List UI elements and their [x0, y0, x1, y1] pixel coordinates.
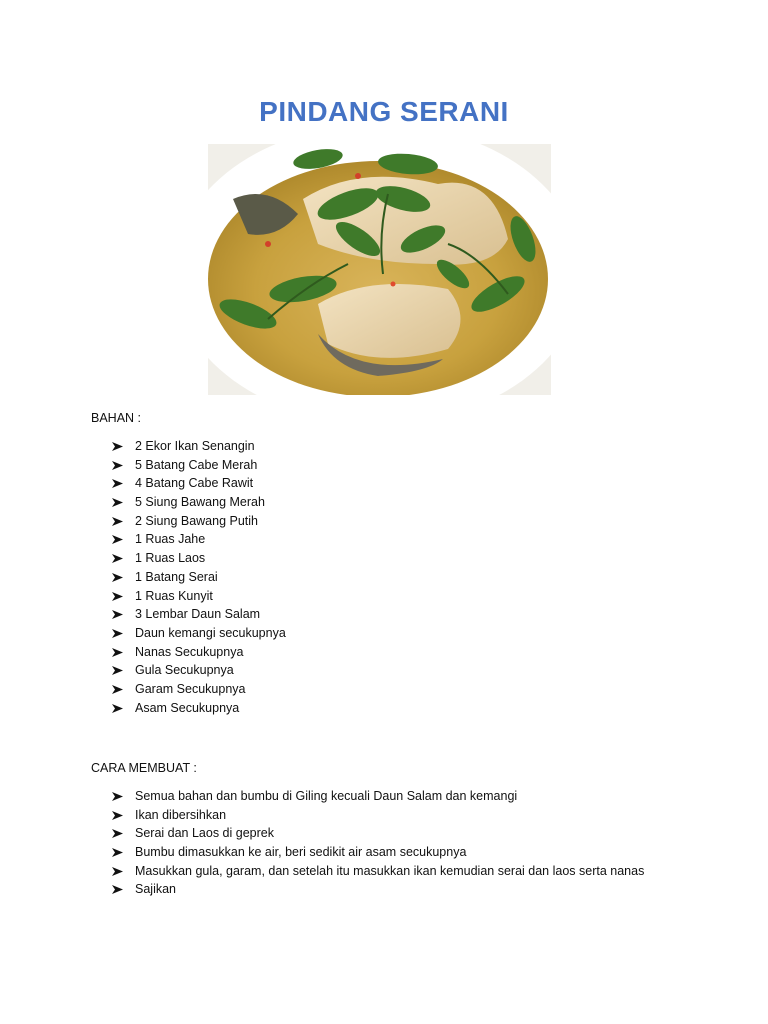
- ingredient-item-text: 1 Batang Serai: [135, 569, 218, 584]
- ingredient-item: [112, 624, 286, 643]
- ingredient-item: [112, 605, 286, 624]
- arrowhead-bullet-icon: [112, 685, 123, 694]
- arrowhead-bullet-icon: [112, 573, 123, 582]
- ingredient-item: [112, 680, 286, 699]
- arrowhead-bullet-icon: [112, 498, 123, 507]
- ingredient-item: [112, 456, 286, 475]
- arrowhead-bullet-icon: [112, 867, 123, 876]
- step-item: [112, 862, 644, 881]
- ingredient-item: [112, 643, 286, 662]
- arrowhead-bullet-icon: [112, 461, 123, 470]
- step-item: [112, 843, 644, 862]
- page-title: PINDANG SERANI: [259, 96, 509, 127]
- ingredient-item: [112, 587, 286, 606]
- ingredient-item-text: 2 Siung Bawang Putih: [135, 513, 259, 528]
- ingredient-item-text: Garam Secukupnya: [135, 681, 246, 696]
- ingredient-item-text: Asam Secukupnya: [135, 700, 240, 715]
- steps-list: [112, 787, 644, 899]
- step-item-text: Sajikan: [135, 882, 176, 897]
- arrowhead-bullet-icon: [112, 554, 123, 563]
- arrowhead-bullet-icon: [112, 648, 123, 657]
- ingredient-item-text: 4 Batang Cabe Rawit: [135, 476, 254, 491]
- arrowhead-bullet-icon: [112, 811, 123, 820]
- step-item: [112, 806, 644, 825]
- ingredient-item-text: 5 Batang Cabe Merah: [135, 457, 258, 472]
- ingredient-item: [112, 549, 286, 568]
- arrowhead-bullet-icon: [112, 517, 123, 526]
- bahan-heading: BAHAN :: [91, 411, 142, 425]
- ingredient-item: [112, 493, 286, 512]
- arrowhead-bullet-icon: [112, 479, 123, 488]
- ingredient-item: [112, 568, 286, 587]
- ingredients-list: [112, 437, 286, 717]
- ingredient-item: [112, 437, 286, 456]
- arrowhead-bullet-icon: [112, 535, 123, 544]
- ingredient-item-text: 1 Ruas Jahe: [135, 532, 206, 547]
- ingredient-item: [112, 474, 286, 493]
- step-item: [112, 787, 644, 806]
- ingredient-item: [112, 699, 286, 718]
- step-item-text: Ikan dibersihkan: [135, 807, 227, 822]
- arrowhead-bullet-icon: [112, 629, 123, 638]
- step-item: [112, 824, 644, 843]
- cara-membuat-heading: CARA MEMBUAT :: [91, 761, 197, 775]
- step-item-text: Serai dan Laos di geprek: [135, 826, 274, 841]
- arrowhead-bullet-icon: [112, 610, 123, 619]
- ingredient-item-text: Nanas Secukupnya: [135, 644, 244, 659]
- arrowhead-bullet-icon: [112, 885, 123, 894]
- ingredient-item-text: 2 Ekor Ikan Senangin: [135, 439, 255, 453]
- step-item-text: Semua bahan dan bumbu di Giling kecuali Daun Salam dan kemangi: [135, 789, 518, 803]
- arrowhead-bullet-icon: [112, 704, 123, 713]
- arrowhead-bullet-icon: [112, 792, 123, 801]
- ingredient-item-text: 5 Siung Bawang Merah: [135, 495, 265, 510]
- ingredient-item-text: 3 Lembar Daun Salam: [135, 607, 261, 622]
- ingredient-item: [112, 530, 286, 549]
- ingredient-item-text: Gula Secukupnya: [135, 663, 234, 678]
- ingredient-item-text: Daun kemangi secukupnya: [135, 625, 286, 640]
- arrowhead-bullet-icon: [112, 829, 123, 838]
- ingredient-item-text: 1 Ruas Laos: [135, 551, 206, 566]
- arrowhead-bullet-icon: [112, 848, 123, 857]
- fish-soup-image: [208, 144, 551, 395]
- ingredient-item-text: 1 Ruas Kunyit: [135, 588, 213, 603]
- ingredient-item: [112, 512, 286, 531]
- step-item: [112, 880, 644, 899]
- arrowhead-bullet-icon: [112, 666, 123, 675]
- arrowhead-bullet-icon: [112, 592, 123, 601]
- arrowhead-bullet-icon: [112, 442, 123, 451]
- ingredient-item: [112, 661, 286, 680]
- step-item-text: Bumbu dimasukkan ke air, beri sedikit air asam secukupnya: [135, 845, 467, 860]
- step-item-text: Masukkan gula, garam, dan setelah itu masukkan ikan kemudian serai dan laos serta nanas: [135, 863, 645, 878]
- dish-photo: [208, 144, 551, 395]
